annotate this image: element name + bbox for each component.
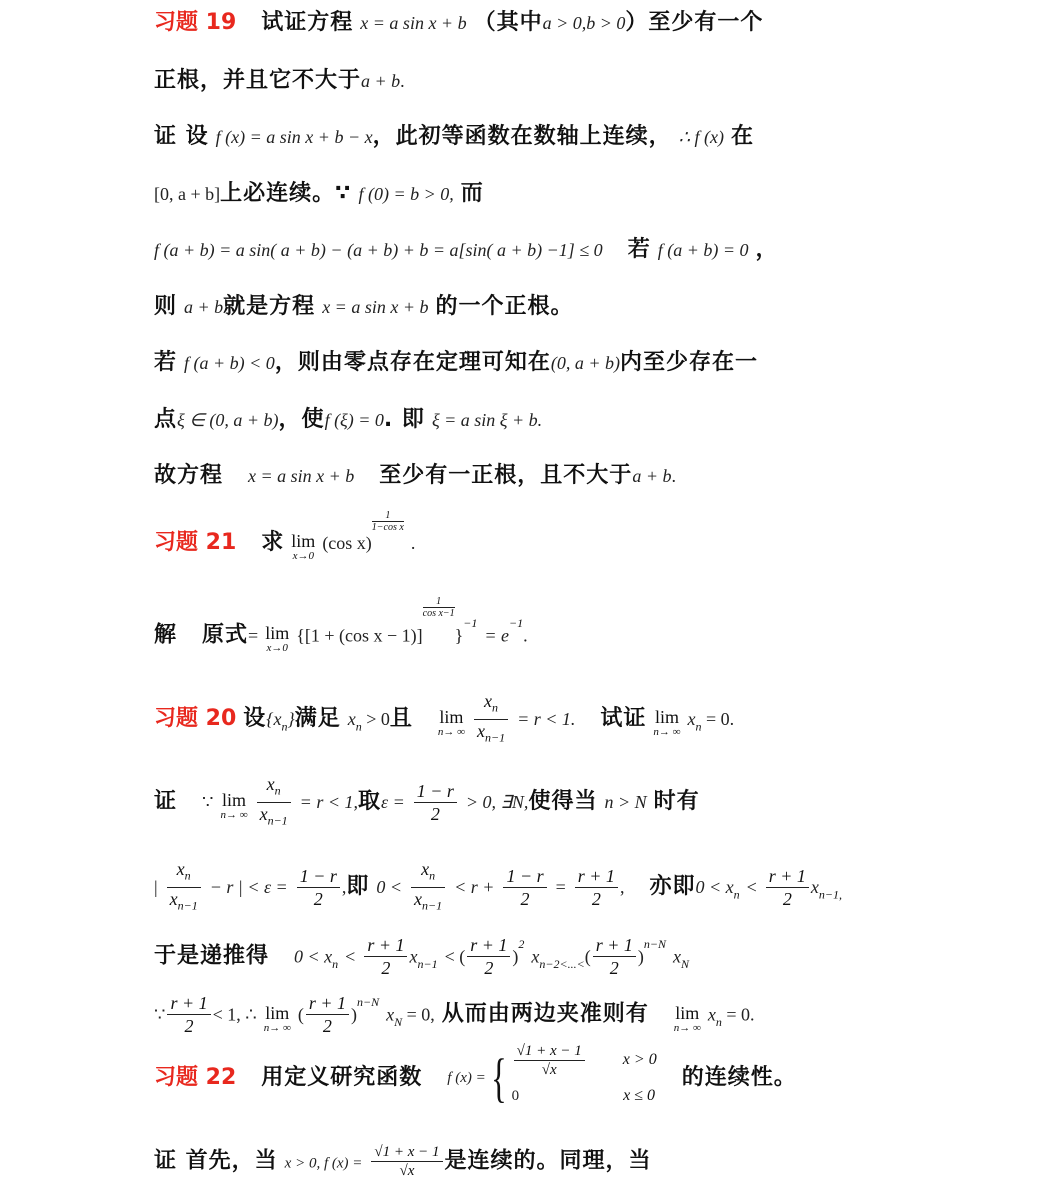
fraction: $\frac{r + 1}{2}$ — [467, 934, 510, 979]
fraction: $\frac{r + 1}{2}$ — [575, 865, 618, 910]
exercise-tag: 习题 21 — [154, 530, 237, 555]
piecewise-cases: $\frac{√1 + x - 1}{√x}$ x > 0 0 x ≤ 0 — [511, 1042, 657, 1104]
limit-operator: lim n→ ∞ — [220, 790, 248, 822]
fraction: $\frac{r + 1}{2}$ — [593, 934, 636, 979]
fraction: $\frac{r + 1}{2}$ — [167, 992, 210, 1037]
exercise-20-statement: 习题 20 设$\{x_n\}$满足 $x_n > 0$且 lim n→ ∞ $\frac{x_n}{x_{n-1}}$ = r < 1. 试证 lim n→ ∞ $x_n = 0$. — [154, 690, 734, 748]
limit-operator: lim n→ ∞ — [673, 1002, 701, 1034]
limit-operator: lim n→ ∞ — [437, 707, 465, 739]
exercise-tag: 习题 20 — [154, 706, 237, 732]
left-brace: { — [490, 1048, 507, 1108]
fraction: $\frac{x_n}{x_{n-1}}$ — [257, 773, 291, 831]
fraction: $\frac{r + 1}{2}$ — [364, 934, 407, 979]
proof-line: 点ξ ∈ (0, a + b)，使f (ξ) = 0. 即 ξ = a sin ξ + b. — [154, 407, 543, 432]
fraction: $\frac{x_n}{x_{n-1}}$ — [474, 690, 508, 748]
exercise-tag: 习题 22 — [154, 1065, 237, 1090]
exponent-fraction: $\frac{1}{\text{1−cos x}}$ — [371, 510, 404, 533]
limit-operator: lim n→ ∞ — [653, 707, 681, 739]
exercise-22-statement: 习题 22 用定义研究函数 f (x) ={ $\frac{√1 + x - 1}{√x}$ x > 0 0 x ≤ 0 的连续性。 — [154, 1038, 797, 1118]
fraction: $\frac{√1 + x - 1}{√x}$ — [371, 1143, 442, 1180]
fraction: $\frac{1 - r}{2}$ — [414, 780, 457, 825]
exercise-19-statement-cont: 正根，并且它不大于a + b. — [154, 68, 405, 93]
fraction: $\frac{r + 1}{2}$ — [306, 992, 349, 1037]
fraction: $\frac{x_n}{x_{n-1}}$ — [167, 858, 201, 916]
limit-operator: lim n→ ∞ — [263, 1002, 291, 1034]
proof-line: 于是递推得 $0 < x_n$ < $\frac{r + 1}{2}$ $x_{n-1}$ < ( $\frac{r + 1}{2}$ )$^2$ $x_{n-2<...<}$( $\frac{r + 1}{2}$ )$^{n-N}$ $x_N$ — [154, 935, 689, 978]
proof-line: 则 a + b就是方程 x = a sin x + b 的一个正根。 — [154, 294, 574, 319]
limit-operator: lim x→0 — [265, 623, 290, 655]
solution-line: 解 原式= lim x→0 {[1 + (cos x − 1)] $\frac{1}{\text{cos x−1}}\}^{-1} = e^{-1}$. — [154, 596, 528, 655]
fraction: $\frac{1 - r}{2}$ — [503, 865, 546, 910]
limit-operator: lim x→0 — [291, 531, 316, 562]
proof-line: f (a + b) = a sin( a + b) − (a + b) + b = a[sin( a + b) −1] ≤ 0 若 f (a + b) = 0 ， — [154, 237, 779, 262]
proof-line: 证 设 f (x) = a sin x + b − x，此初等函数在数轴上连续， ∴ f (x) 在 — [154, 124, 755, 149]
proof-line: [0, a + b]上必连续。∵ f (0) = b > 0, 而 — [154, 181, 484, 206]
proof-line: | $\frac{x_n}{x_{n-1}}$ − r | < ε = $\frac{1 - r}{2}$ ,即 0 < $\frac{x_n}{x_{n-1}}$ < r + $\frac{1 - r}{2}$ = $\frac{r + 1}{2}$ , 亦即$0 < x_n$ < $\frac{r + 1}{2}$ $x_{n-1,}$ — [154, 858, 842, 916]
fraction: $\frac{r + 1}{2}$ — [766, 865, 809, 910]
proof-conclusion: 故方程 x = a sin x + b 至少有一正根，且不大于a + b. — [154, 463, 676, 488]
exponent-fraction: $\frac{1}{\text{cos x−1}}$ — [422, 596, 455, 619]
exercise-21-statement: 习题 21 求 lim x→0 (cos x) $\frac{1}{\text{1−cos x}}$ . — [154, 510, 416, 562]
exercise-tag: 习题 19 — [154, 10, 237, 35]
proof-line: 证 ∵ lim n→ ∞ $\frac{x_n}{x_{n-1}}$ = r < 1,取ε = $\frac{1 - r}{2}$ > 0, ∃N,使得当 n > N 时有 — [154, 773, 700, 831]
proof-line: ∵ $\frac{r + 1}{2}$ < 1, ∴ lim n→ ∞ ( $\frac{r + 1}{2}$ )$^{n-N}$ $x_N = 0$, 从而由两边夹准则有 lim n→ ∞ $x_n = 0$. — [154, 993, 755, 1036]
fraction: $\frac{1 - r}{2}$ — [297, 865, 340, 910]
exercise-19-statement: 习题 19 试证方程 x = a sin x + b （其中a > 0,b > 0）至少有一个 — [154, 10, 764, 35]
fraction: $\frac{x_n}{x_{n-1}}$ — [411, 858, 445, 916]
proof-line: 证 首先，当 x > 0, f (x) = $\frac{√1 + x - 1}{√x}$ 是连续的。同理，当 — [154, 1144, 652, 1179]
proof-line: 若 f (a + b) < 0，则由零点存在定理可知在(0, a + b)内至少存在一 — [154, 350, 758, 375]
